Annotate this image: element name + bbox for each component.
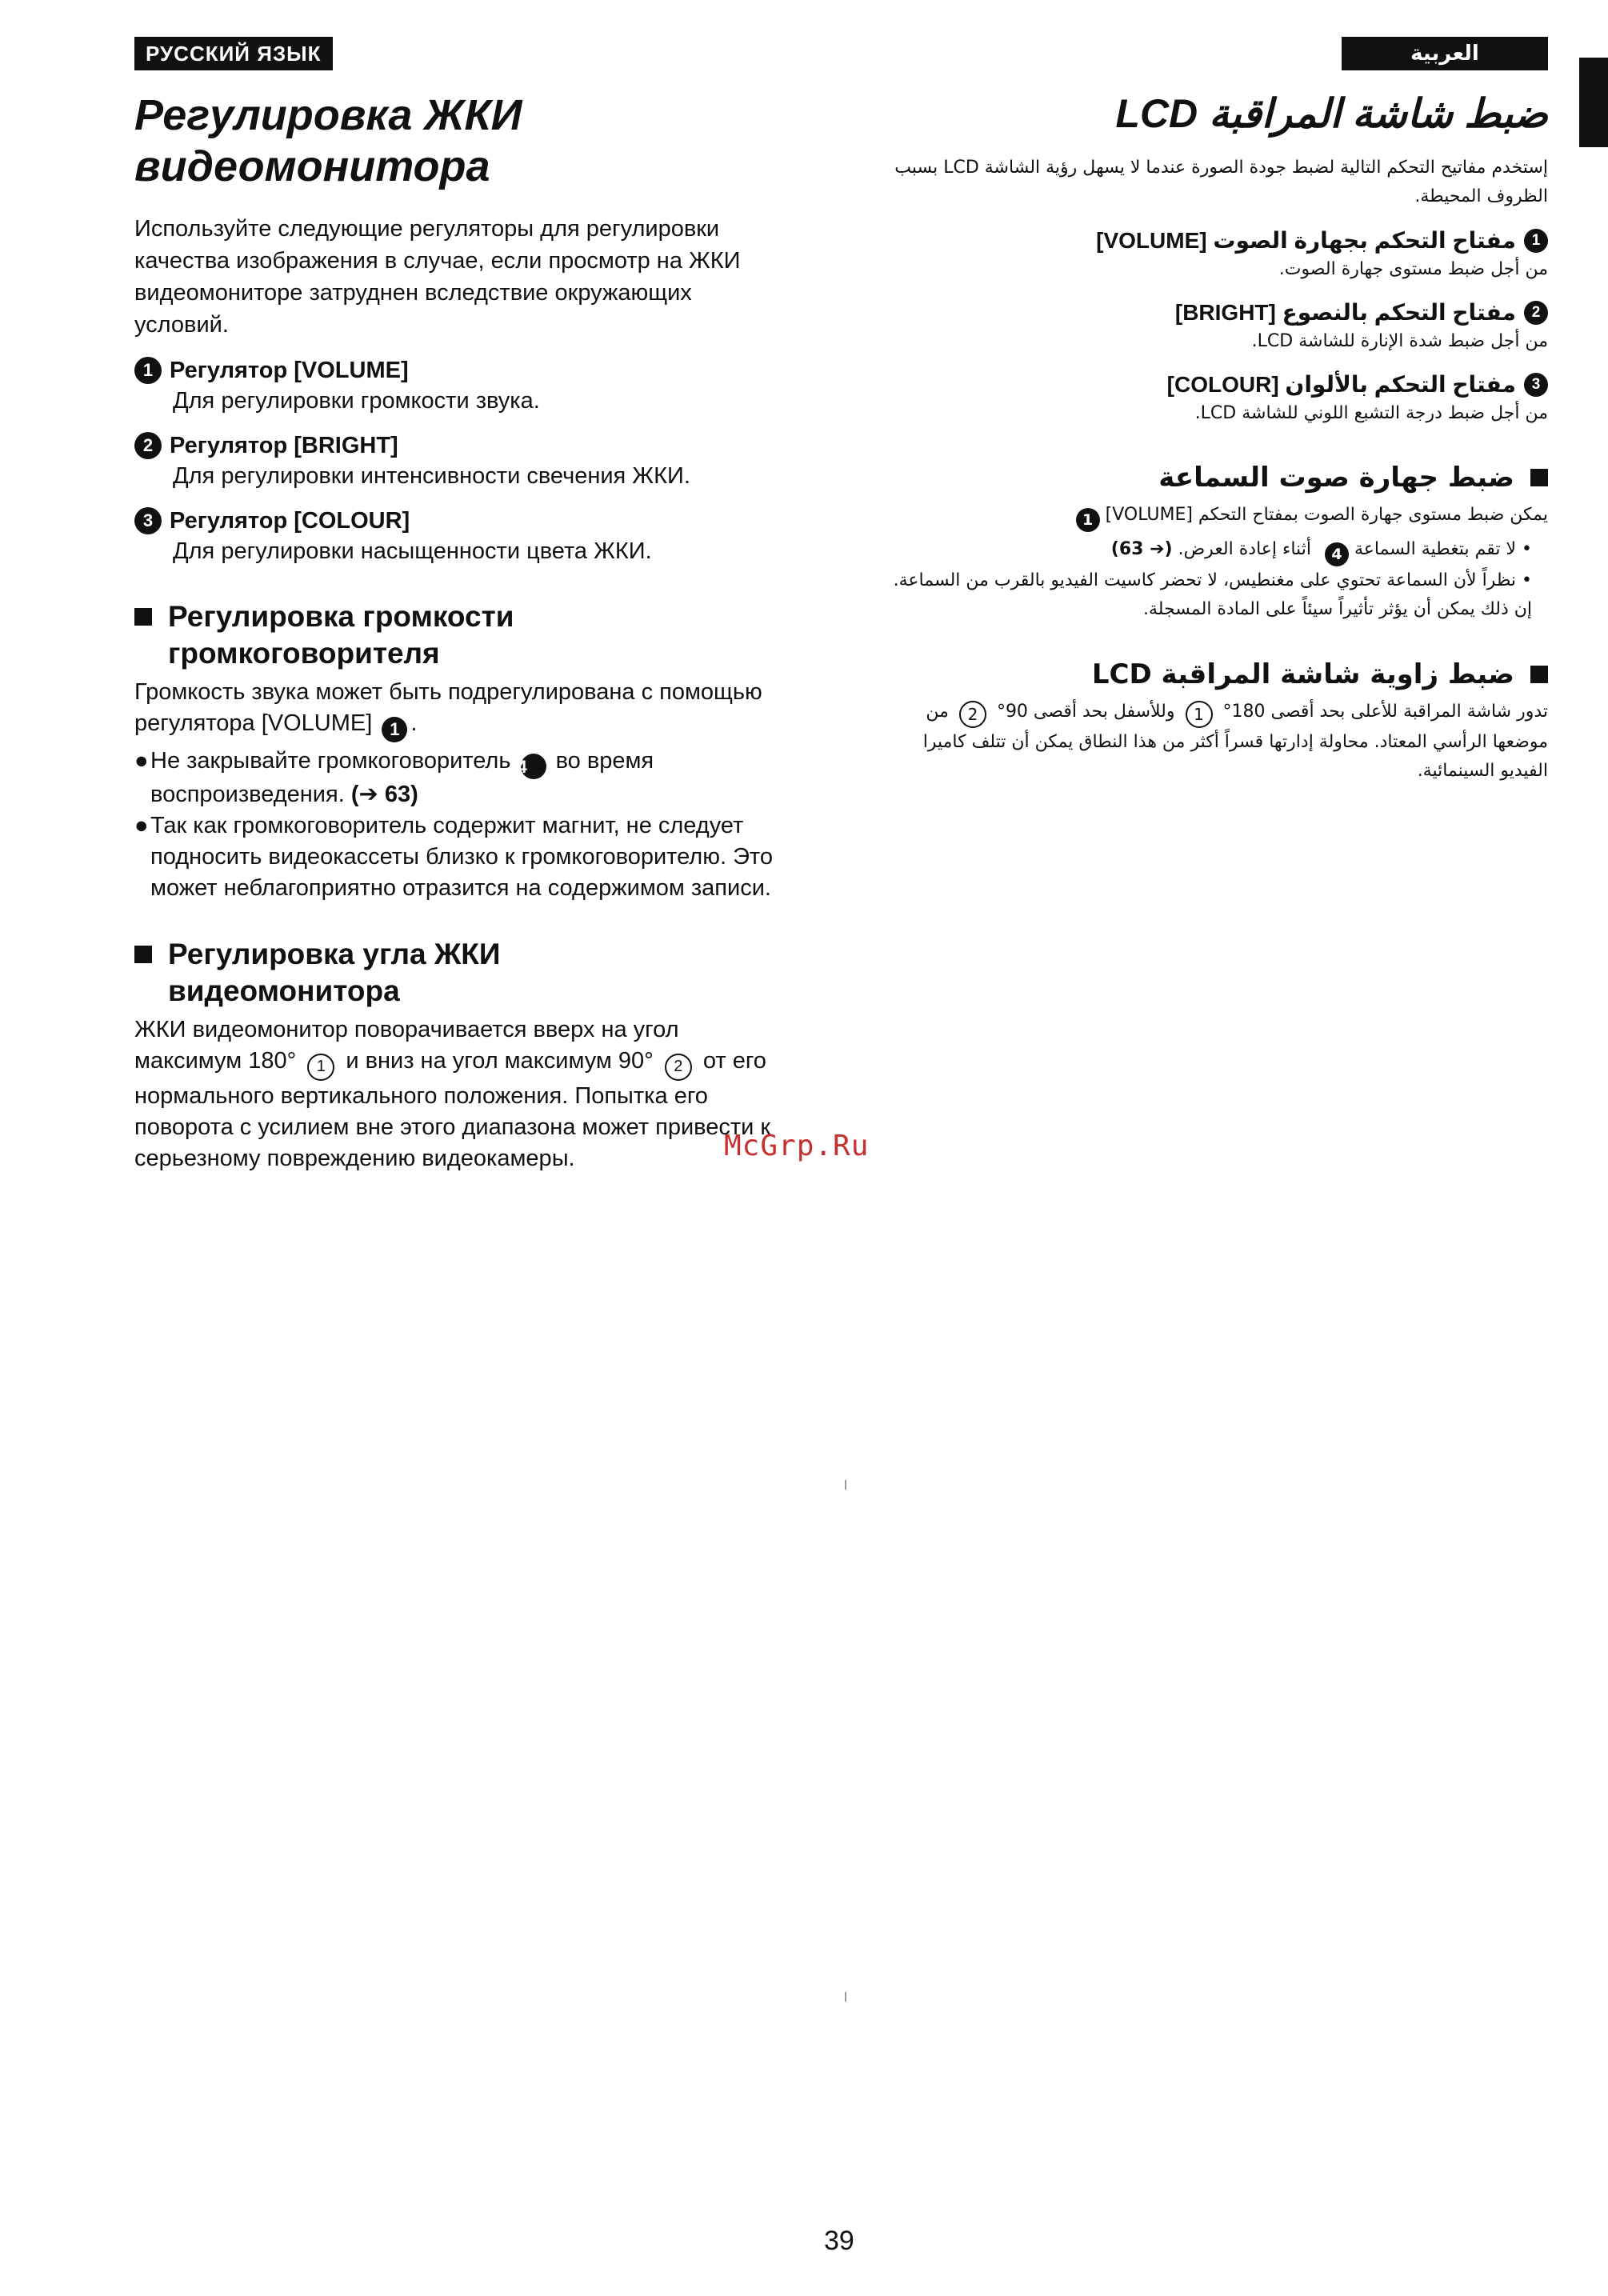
control-description: Для регулировки насыщенности цвета ЖКИ. bbox=[173, 538, 652, 564]
edge-index-tab bbox=[1579, 58, 1608, 147]
page-title-arabic: ضبط شاشة المراقبة LCD bbox=[1115, 91, 1548, 136]
control-list bbox=[134, 355, 774, 566]
intro-text: Используйте следующие регуляторы для регулировки качества изображения в случае, если просмотр на ЖКИ видеомониторе затруднен вследствие окружающих условий. bbox=[134, 216, 741, 338]
title-line-2: видеомонитора bbox=[134, 142, 490, 190]
language-tab-russian: РУССКИЙ ЯЗЫК bbox=[134, 37, 333, 70]
section-heading: ضبط جهارة صوت السماعة bbox=[880, 459, 1548, 496]
section-body: يمكن ضبط مستوى جهارة الصوت بمفتاح التحكم [VOLUME] 1 bbox=[880, 501, 1548, 532]
number-1-icon: 1 bbox=[1524, 229, 1548, 253]
control-description: Для регулировки громкости звука. bbox=[173, 388, 540, 414]
control-item-bright bbox=[880, 298, 1548, 355]
control-item-volume bbox=[880, 226, 1548, 283]
control-description: Для регулировки интенсивности свечения ЖКИ. bbox=[173, 463, 690, 489]
control-label: مفتاح التحكم بالألوان [COLOUR] bbox=[1166, 372, 1516, 397]
number-2-icon: 2 bbox=[134, 432, 162, 459]
square-bullet-icon bbox=[1530, 469, 1548, 486]
section-body: Громкость звука может быть подрегулирована с помощью регулятора [VOLUME] 1 . bbox=[134, 677, 774, 742]
number-4-icon: 4 bbox=[521, 754, 546, 779]
square-bullet-icon bbox=[134, 946, 152, 963]
scan-artifact bbox=[845, 1992, 846, 2002]
control-item-colour bbox=[134, 506, 774, 566]
list-item: •نظراً لأن السماعة تحتوي على مغنطيس، لا تحضر كاسيت الفيديو بالقرب من السماعة. إن ذلك يمكن أن يؤثر تأثيراً سيئاً على المادة المسجلة. bbox=[893, 570, 1532, 619]
control-label: Регулятор [VOLUME] bbox=[170, 358, 409, 383]
circled-2-icon: 2 bbox=[959, 701, 986, 728]
bullet-list bbox=[880, 535, 1548, 624]
number-4-icon: 4 bbox=[1325, 542, 1349, 566]
control-item-bright bbox=[134, 430, 774, 491]
number-1-icon: 1 bbox=[1076, 508, 1100, 532]
section-body: ЖКИ видеомонитор поворачивается вверх на угол максимум 180° 1 и вниз на угол максимум 90° 2 от его нормального вертикального положения. Попытка его поворота с усилием вне этого диапазона может привести к серьезному повреждению видеокамеры. bbox=[134, 1017, 771, 1171]
control-description: من أجل ضبط درجة التشبع اللوني للشاشة LCD. bbox=[1194, 403, 1548, 423]
bullet-list bbox=[134, 746, 774, 905]
list-item: •لا تقم بتغطية السماعة 4 أثناء إعادة العرض. (➔ 63) bbox=[880, 535, 1548, 566]
square-bullet-icon bbox=[1530, 666, 1548, 683]
section-body: تدور شاشة المراقبة للأعلى بحد أقصى 180° 1 وللأسفل بحد أقصى 90° 2 من موضعها الرأسي المعتاد. محاولة إدارتها قسراً أكثر من هذا النطاق يمكن أن تتلف كاميرا الفيديو السينمائية. bbox=[922, 702, 1548, 781]
page-title-russian bbox=[134, 90, 774, 192]
speaker-volume-section bbox=[134, 598, 774, 904]
square-bullet-icon bbox=[134, 608, 152, 626]
control-label: مفتاح التحكم بالنصوع [BRIGHT] bbox=[1174, 300, 1516, 325]
page-reference: (➔ 63) bbox=[350, 782, 418, 807]
intro-text: إستخدم مفاتيح التحكم التالية لضبط جودة الصورة عندما لا يسهل رؤية الشاشة LCD بسبب الظروف المحيطة. bbox=[894, 158, 1548, 206]
number-1-icon: 1 bbox=[134, 357, 162, 384]
page-number: 39 bbox=[824, 2226, 854, 2256]
section-heading: Регулировка громкости громкоговорителя bbox=[134, 598, 774, 672]
speaker-volume-section bbox=[880, 459, 1548, 624]
lcd-angle-section bbox=[134, 936, 774, 1174]
section-heading: ضبط زاوية شاشة المراقبة LCD bbox=[880, 656, 1548, 693]
control-label: مفتاح التحكم بجهارة الصوت [VOLUME] bbox=[1096, 228, 1516, 253]
arabic-column bbox=[880, 37, 1548, 786]
number-3-icon: 3 bbox=[1524, 373, 1548, 397]
control-description: من أجل ضبط شدة الإنارة للشاشة LCD. bbox=[1251, 331, 1548, 351]
control-item-colour bbox=[880, 370, 1548, 427]
circled-1-icon: 1 bbox=[307, 1054, 334, 1081]
control-description: من أجل ضبط مستوى جهارة الصوت. bbox=[1278, 259, 1548, 279]
circled-1-icon: 1 bbox=[1186, 701, 1213, 728]
title-line-1: Регулировка ЖКИ bbox=[134, 91, 522, 139]
list-item: ●Не закрывайте громкоговоритель 4 во время воспроизведения. (➔ 63) bbox=[134, 747, 654, 807]
list-item: ●Так как громкоговоритель содержит магнит, не следует подносить видеокассеты близко к громкоговорителю. Это может неблагоприятно отразится на содержимом записи. bbox=[134, 813, 774, 901]
page-reference: (➔ 63) bbox=[1110, 539, 1173, 559]
control-label: Регулятор [BRIGHT] bbox=[170, 433, 398, 458]
watermark-text: McGrp.Ru bbox=[724, 1130, 870, 1162]
number-3-icon: 3 bbox=[134, 507, 162, 534]
control-label: Регулятор [COLOUR] bbox=[170, 508, 410, 534]
russian-column bbox=[134, 37, 774, 1174]
lcd-angle-section bbox=[880, 656, 1548, 786]
control-item-volume bbox=[134, 355, 774, 416]
circled-2-icon: 2 bbox=[665, 1054, 692, 1081]
language-tab-arabic: العربية bbox=[1342, 37, 1548, 70]
control-list bbox=[880, 226, 1548, 427]
number-1-icon: 1 bbox=[382, 717, 407, 742]
number-2-icon: 2 bbox=[1524, 301, 1548, 325]
scan-artifact bbox=[845, 1480, 846, 1490]
section-heading: Регулировка угла ЖКИ видеомонитора bbox=[134, 936, 774, 1010]
